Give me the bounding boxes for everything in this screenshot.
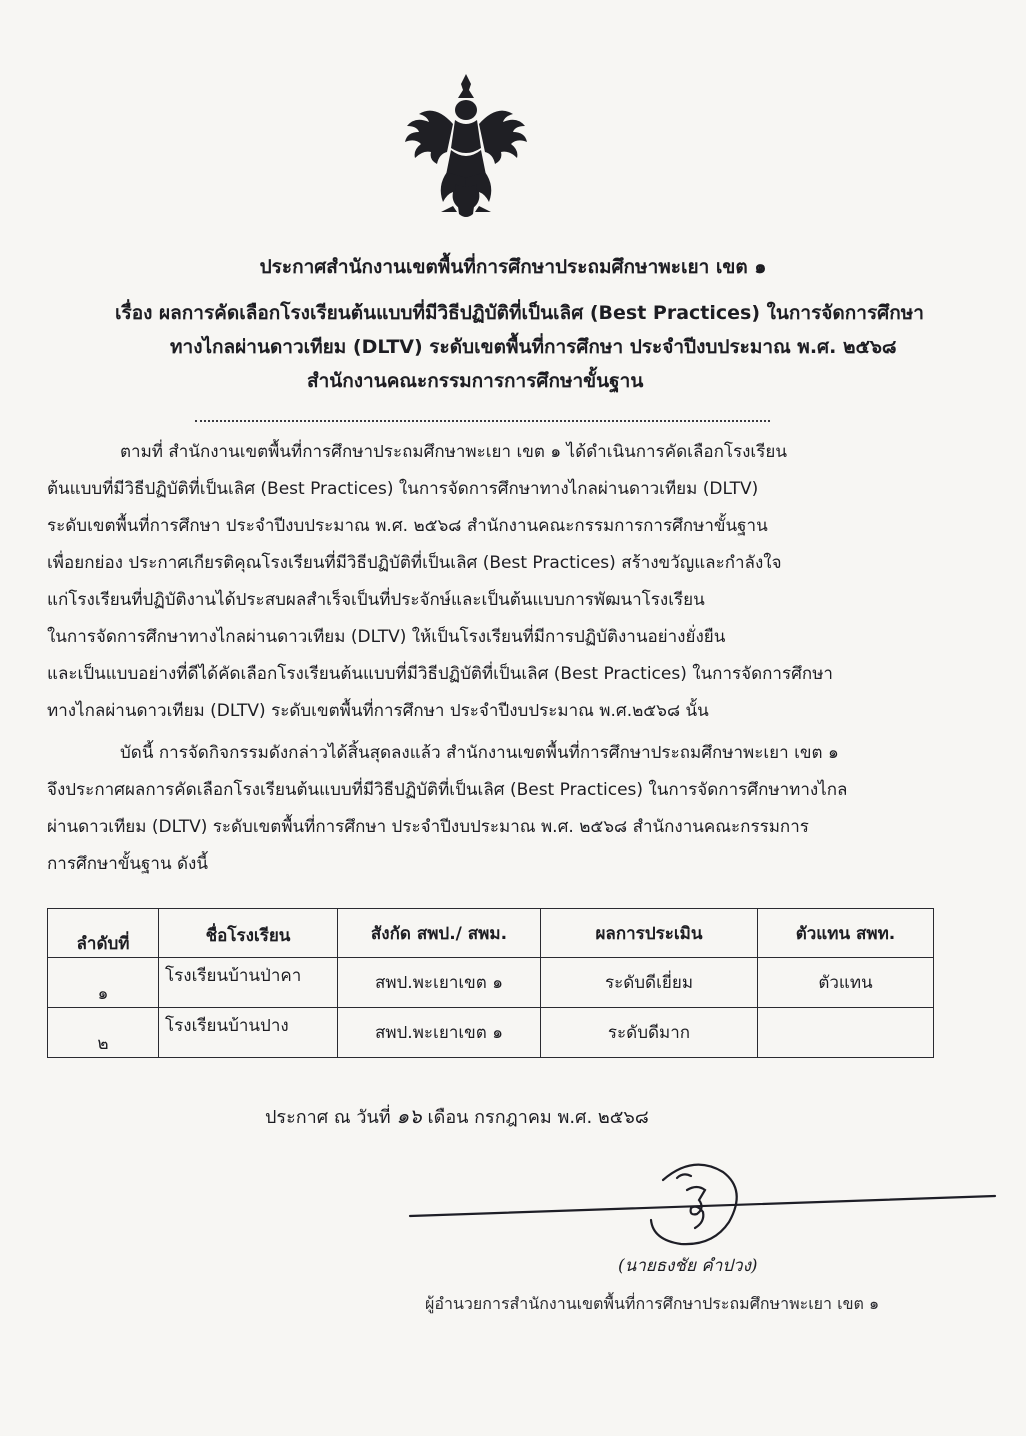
column-header: ตัวแทน สพท.: [758, 909, 934, 958]
cell-representative: ตัวแทน: [758, 958, 934, 1008]
announcement-title: ประกาศสำนักงานเขตพื้นที่การศึกษาประถมศึกษาพะเยา เขต ๑: [259, 256, 767, 278]
handwritten-signature: [405, 1150, 1005, 1250]
cell-school-name: โรงเรียนบ้านปาง: [159, 1008, 338, 1058]
column-header: สังกัด สพป./ สพม.: [338, 909, 541, 958]
paragraph-2-line: ผ่านดาวเทียม (DLTV) ระดับเขตพื้นที่การศึกษา ประจำปีงบประมาณ พ.ศ. ๒๕๖๘ สำนักงานคณะกรรมการ: [47, 817, 809, 837]
paragraph-2-line: จึงประกาศผลการคัดเลือกโรงเรียนต้นแบบที่มีวิธีปฏิบัติที่เป็นเลิศ (Best Practices) ในการจัดการศึกษาทางไกล: [47, 780, 848, 800]
paragraph-1-line: แก่โรงเรียนที่ปฏิบัติงานได้ประสบผลสำเร็จเป็นที่ประจักษ์และเป็นต้นแบบการพัฒนาโรงเรียน: [47, 590, 705, 610]
column-header: ลำดับที่: [48, 909, 159, 958]
subject-line-1: เรื่อง ผลการคัดเลือกโรงเรียนต้นแบบที่มีวิธีปฏิบัติที่เป็นเลิศ (Best Practices) ในการจัดการศึกษา: [115, 302, 924, 324]
subject-line-2: ทางไกลผ่านดาวเทียม (DLTV) ระดับเขตพื้นที่การศึกษา ประจำปีงบประมาณ พ.ศ. ๒๕๖๘: [170, 336, 897, 358]
column-header: ผลการประเมิน: [541, 909, 758, 958]
announce-prefix: ประกาศ ณ วันที่: [265, 1107, 391, 1128]
paragraph-2-line: บัดนี้ การจัดกิจกรรมดังกล่าวได้สิ้นสุดลงแล้ว สำนักงานเขตพื้นที่การศึกษาประถมศึกษาพะเยา เขต ๑: [120, 743, 839, 763]
garuda-emblem-icon: [405, 72, 527, 222]
cell-affiliation: สพป.พะเยาเขต ๑: [338, 1008, 541, 1058]
table-row: [48, 1008, 934, 1058]
cell-school-name: โรงเรียนบ้านป่าคา: [159, 958, 338, 1008]
cell-order: ๒: [48, 1008, 159, 1058]
subject-line-3: สำนักงานคณะกรรมการการศึกษาขั้นฐาน: [307, 370, 644, 392]
cell-order: ๑: [48, 958, 159, 1008]
signer-position: ผู้อำนวยการสำนักงานเขตพื้นที่การศึกษาประถมศึกษาพะเยา เขต ๑: [425, 1294, 880, 1313]
results-table: [47, 908, 934, 1058]
signer-name: (นายธงชัย คำปวง): [618, 1256, 758, 1276]
paragraph-1-line: ระดับเขตพื้นที่การศึกษา ประจำปีงบประมาณ พ.ศ. ๒๕๖๘ สำนักงานคณะกรรมการการศึกษาขั้นฐาน: [47, 516, 768, 536]
cell-affiliation: สพป.พะเยาเขต ๑: [338, 958, 541, 1008]
cell-result: ระดับดีเยี่ยม: [541, 958, 758, 1008]
column-header: ชื่อโรงเรียน: [159, 909, 338, 958]
paragraph-1-line: ต้นแบบที่มีวิธีปฏิบัติที่เป็นเลิศ (Best Practices) ในการจัดการศึกษาทางไกลผ่านดาวเทียม (DLTV): [47, 479, 759, 499]
separator-dotted-line: [195, 420, 770, 422]
cell-result: ระดับดีมาก: [541, 1008, 758, 1058]
cell-representative: [758, 1008, 934, 1058]
announce-day: ๑๖: [396, 1104, 422, 1128]
paragraph-1-line: และเป็นแบบอย่างที่ดีได้คัดเลือกโรงเรียนต้นแบบที่มีวิธีปฏิบัติที่เป็นเลิศ (Best Practices) ในการจัดการศึกษา: [47, 664, 833, 684]
announce-suffix: เดือน กรกฎาคม พ.ศ. ๒๕๖๘: [427, 1107, 649, 1128]
paragraph-1-line: ในการจัดการศึกษาทางไกลผ่านดาวเทียม (DLTV) ให้เป็นโรงเรียนที่มีการปฏิบัติงานอย่างยั่งยืน: [47, 627, 726, 647]
paragraph-1-line: เพื่อยกย่อง ประกาศเกียรติคุณโรงเรียนที่มีวิธีปฏิบัติที่เป็นเลิศ (Best Practices) สร้างขวัญและกำลังใจ: [47, 553, 782, 573]
paragraph-1-line: ทางไกลผ่านดาวเทียม (DLTV) ระดับเขตพื้นที่การศึกษา ประจำปีงบประมาณ พ.ศ.๒๕๖๘ นั้น: [47, 701, 709, 721]
paragraph-1-line: ตามที่ สำนักงานเขตพื้นที่การศึกษาประถมศึกษาพะเยา เขต ๑ ได้ดำเนินการคัดเลือกโรงเรียน: [120, 442, 787, 462]
table-row: [48, 958, 934, 1008]
table-header-row: [48, 909, 934, 958]
paragraph-2-line: การศึกษาขั้นฐาน ดังนี้: [47, 854, 208, 874]
announcement-date: [265, 1100, 649, 1132]
